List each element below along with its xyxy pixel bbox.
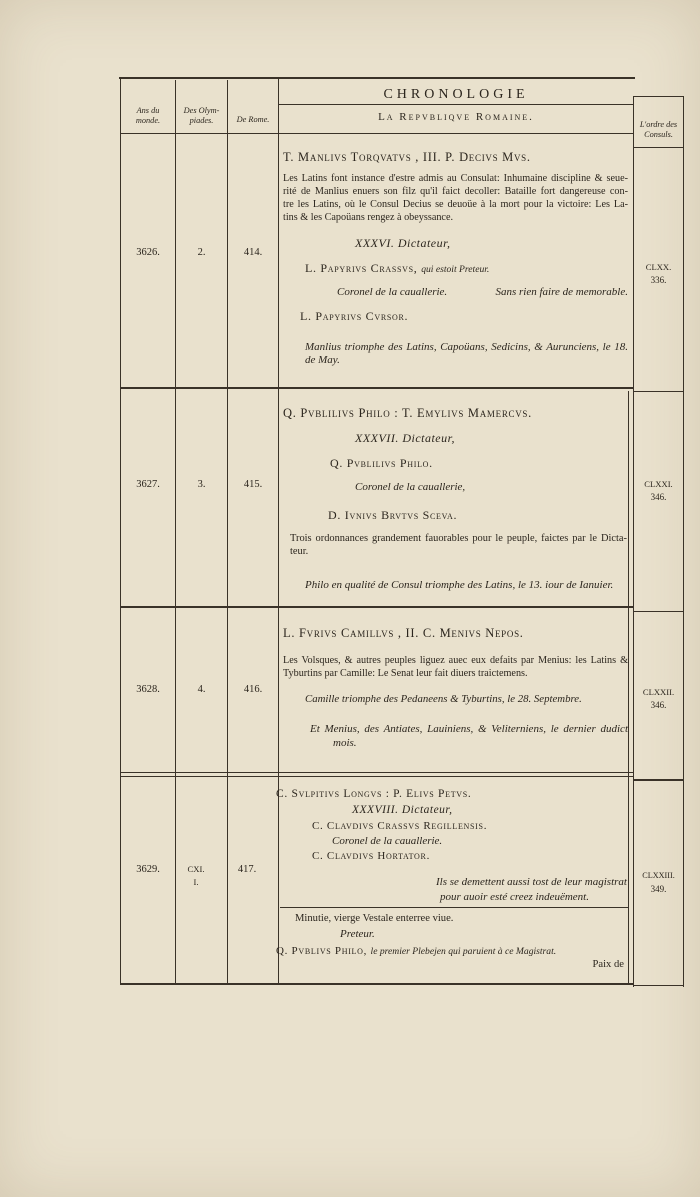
olympiad-year: I.	[193, 877, 199, 887]
dictator-name: L. Papyrivs Crassvs,	[305, 261, 418, 275]
year-rome: 415.	[243, 479, 263, 490]
column-header-olympiads: Des Olym- piades.	[183, 106, 220, 126]
page-subtitle: La Repvbliqve Romaine.	[378, 111, 534, 123]
year-world: 3627.	[136, 479, 160, 490]
consuls: L. Fvrivs Camillvs , II. C. Menivs Nepos.	[283, 626, 524, 640]
summary-line: Trois ordonnances grandement fauorables pour le peuple, faictes par le Dicta-	[290, 533, 627, 544]
summary-line: Les Latins font instance d'estre admis au Consulat: Inhumaine discipline & seue-	[283, 173, 628, 184]
triumph-line: Manlius triomphe des Latins, Capoüans, Sedicins, & Aurunciens, le 18.	[305, 341, 628, 353]
praetor-name: Q. Pvblivs Philo,	[276, 945, 368, 957]
dictator-name: Q. Pvblilivs Philo.	[330, 456, 433, 470]
rule-vertical-main	[278, 77, 279, 984]
dictator-label: XXXVII. Dictateur,	[355, 431, 455, 445]
summary-line: Les Volsques, & autres peuples liguez auec eux defaits par Menius: les Latins &	[283, 655, 628, 666]
cavalry-label: Coronel de la cauallerie.	[337, 286, 448, 298]
triumph-line: de May.	[305, 354, 340, 366]
page-title: CHRONOLOGIE	[383, 87, 529, 102]
cavalry-label: Coronel de la cauallerie,	[355, 481, 466, 493]
column-header-year-world: Ans du monde.	[135, 106, 161, 126]
consul-year: 346.	[650, 492, 667, 502]
cavalry-label: Coronel de la cauallerie.	[332, 835, 443, 847]
catchword: Paix de	[592, 959, 624, 970]
cavalry-name: C. Clavdivs Hortator.	[312, 850, 431, 862]
rule-vertical-left	[120, 77, 121, 985]
rule-vertical-consuls	[633, 96, 634, 987]
cavalry-name: L. Papyrivs Cvrsor.	[300, 309, 409, 323]
olympiad: 2.	[197, 247, 206, 258]
year-rome: 416.	[243, 684, 263, 695]
dictator-name: C. Clavdivs Crassvs Regillensis.	[312, 820, 488, 832]
summary-line: rité de Manlius enuers son filz qu'il faict decoller: Bataille fort dangereuse con-	[283, 186, 628, 197]
rule-row-3-bottom	[120, 772, 633, 773]
rule-row-4-inner	[280, 907, 628, 908]
column-header-rome: De Rome.	[236, 115, 270, 124]
dictator-label: XXXVIII. Dictateur,	[352, 804, 453, 816]
rule-vertical-right	[683, 96, 684, 987]
year-rome: 417.	[237, 864, 257, 875]
triumph-line: Philo en qualité de Consul triomphe des Latins, le 13. iour de Ianuier.	[305, 579, 614, 591]
dictator-label: XXXVI. Dictateur,	[355, 236, 451, 250]
consul-year: 349.	[650, 884, 667, 894]
rule-row-2-bottom	[120, 606, 633, 608]
rule-vertical-main-inner-right	[628, 391, 629, 983]
rule-top	[119, 77, 635, 79]
rule-consuls-header-top	[633, 96, 684, 97]
rule-consuls-header-bottom	[633, 147, 684, 148]
event-line: Minutie, vierge Vestale enterree viue.	[295, 913, 454, 924]
consul-order: CLXX.	[645, 262, 672, 272]
praetor-line	[276, 946, 556, 957]
praetor-label: Preteur.	[340, 928, 375, 940]
consul-order: CLXXI.	[644, 479, 673, 489]
consul-order: CLXXII.	[642, 687, 675, 697]
praetor-note: le premier Plebejen qui paruient à ce Magistrat.	[370, 946, 557, 957]
consuls: Q. Pvblilivs Philo : T. Emylivs Mamercvs.	[283, 406, 532, 420]
rule-title-underline	[279, 104, 633, 105]
cavalry-name: D. Ivnivs Brvtvs Sceva.	[328, 508, 458, 522]
rule-row-1-bottom	[120, 387, 633, 389]
year-world: 3626.	[136, 247, 160, 258]
rule-bottom-right	[633, 985, 684, 986]
olympiad: CXI.	[187, 864, 205, 874]
triumph-line: Et Menius, des Antiates, Lauiniens, & Veliterniens, le dernier dudict	[310, 723, 628, 735]
rule-vertical-olympiads	[175, 80, 176, 984]
consuls: C. Svlpitivs Longvs : P. Elivs Petvs.	[276, 788, 472, 800]
rule-row-2-bottom-right	[633, 611, 684, 612]
note-line: Ils se demettent aussi tost de leur magistrat	[436, 876, 627, 888]
summary-line: Tyburtins par Camille: Le Senat leur fait diuers traictemens.	[283, 668, 528, 679]
consul-year: 346.	[650, 700, 667, 710]
rule-vertical-rome	[227, 80, 228, 984]
summary-line: teur.	[290, 546, 309, 557]
consul-order: CLXXIII.	[642, 871, 675, 880]
rule-header-bottom	[120, 133, 633, 134]
dictator-name-line	[305, 262, 489, 275]
year-rome: 414.	[243, 247, 263, 258]
rule-row-3-bottom-double	[120, 776, 633, 777]
rule-row-3-bottom-right	[633, 779, 684, 781]
column-header-consuls: L'ordre des Consuls.	[639, 120, 678, 140]
summary-line: tre les Latins, où le Consul Decius se deuoüe à la mort pour la victoire: Les La-	[283, 199, 628, 210]
summary-line: tins & les Capoüans rengez à obeyssance.	[283, 212, 454, 223]
triumph-line: Camille triomphe des Pedaneens & Tyburtins, le 28. Septembre.	[305, 693, 582, 705]
olympiad: 4.	[197, 684, 206, 695]
olympiad: 3.	[197, 479, 206, 490]
note-line: pour auoir esté creez indeuëment.	[440, 891, 589, 903]
cavalry-note: Sans rien faire de memorable.	[495, 286, 628, 298]
dictator-note: qui estoit Preteur.	[421, 264, 490, 275]
consuls: T. Manlivs Torqvatvs , III. P. Decivs Mvs.	[283, 150, 531, 164]
year-world: 3628.	[136, 684, 160, 695]
rule-row-1-bottom-right	[633, 391, 684, 392]
year-world: 3629.	[136, 864, 160, 875]
triumph-line: mois.	[333, 737, 357, 749]
rule-bottom	[120, 983, 633, 985]
consul-year: 336.	[650, 275, 667, 285]
